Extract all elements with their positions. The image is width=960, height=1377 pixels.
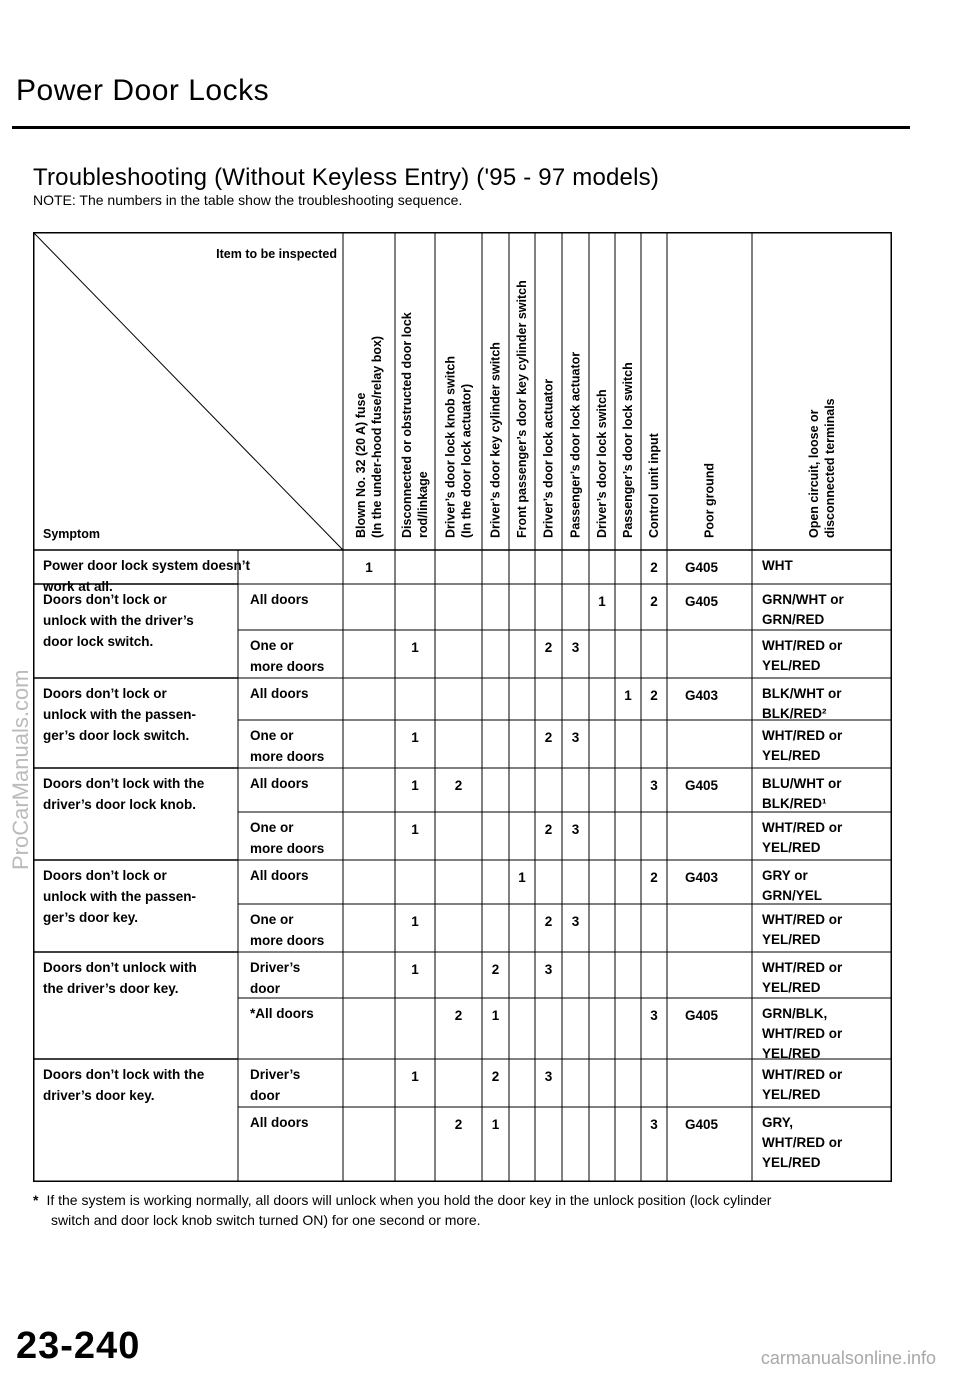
troubleshooting-table [33,232,892,1182]
symptom-text-3: driver’s door lock knob. [43,797,197,812]
wiring-text-4: WHT/RED or [762,728,843,743]
wiring-text-12: WHT/RED or [762,1135,843,1150]
symptom-text-0: work at all. [43,579,113,594]
column-header-11: disconnected terminals [823,398,837,538]
sequence-cell-r5-c10: G405 [684,778,719,793]
column-header-0: Blown No. 32 (20 A) fuse [354,392,368,538]
symptom-text-1: unlock with the driver’s [43,613,194,628]
footnote [33,1190,893,1230]
condition-text-2: more doors [250,659,325,674]
sequence-cell-r3-c9: 2 [650,688,658,703]
symptom-text-4: Doors don’t lock or [43,868,167,883]
symptom-text-6: Doors don’t lock with the [43,1067,205,1082]
sequence-cell-r11-c5: 3 [544,1069,553,1084]
column-header-3: Driver’s door key cylinder switch [488,342,503,538]
sequence-cell-r7-c9: 2 [650,870,658,885]
wiring-text-10: WHT/RED or [762,1026,843,1041]
sequence-cell-r9-c5: 3 [544,962,553,977]
wiring-text-2: YEL/RED [762,658,821,673]
wiring-text-3: BLK/RED² [762,706,827,721]
sequence-cell-r8-c1: 1 [411,914,419,929]
symptom-text-2: Doors don’t lock or [43,686,167,701]
condition-text-8: more doors [250,933,325,948]
column-header-9: Control unit input [647,433,661,538]
column-header-10: Poor ground [702,463,717,538]
sequence-cell-r10-c2: 2 [454,1008,463,1023]
column-header-2: (In the door lock actuator) [459,383,474,538]
column-header-1: Disconnected or obstructed door lock [400,312,414,538]
wiring-text-11: WHT/RED or [762,1067,843,1082]
symptom-text-1: door lock switch. [43,634,154,649]
wiring-text-5: BLK/RED¹ [762,796,827,811]
condition-text-9: door [250,981,280,996]
condition-text-12: All doors [250,1115,309,1130]
wiring-text-7: GRN/YEL [762,888,823,903]
symptom-text-1: Doors don’t lock or [43,592,167,607]
wiring-text-9: WHT/RED or [762,960,843,975]
sequence-cell-r0-c0: 1 [365,560,373,575]
footnote-marker: * [33,1192,39,1208]
sequence-cell-r2-c6: 3 [571,640,580,655]
wiring-text-1: GRN/WHT or [762,592,844,607]
title-rule [12,126,910,129]
sequence-cell-r12-c10: G405 [684,1117,719,1132]
column-header-8: Passenger’s door lock switch [621,362,635,538]
symptom-text-4: ger’s door key. [43,910,139,925]
wiring-text-2: WHT/RED or [762,638,843,653]
symptom-text-5: the driver’s door key. [43,981,179,996]
sequence-cell-r1-c9: 2 [650,594,658,609]
wiring-text-5: BLU/WHT or [762,776,842,791]
condition-text-1: All doors [250,592,309,607]
sequence-cell-r11-c1: 1 [411,1069,419,1084]
watermark-bottom: carmanualsonline.info [760,1348,936,1368]
condition-text-11: door [250,1088,280,1103]
column-header-0: (In the under-hood fuse/relay box) [370,335,384,538]
condition-text-5: All doors [250,776,309,791]
symptom-text-0: Power door lock system doesn’t [43,558,251,573]
condition-text-6: more doors [250,841,325,856]
wiring-text-0: WHT [762,558,793,573]
wiring-text-11: YEL/RED [762,1087,821,1102]
sequence-cell-r2-c1: 1 [411,640,419,655]
sequence-cell-r0-c9: 2 [650,560,658,575]
sequence-cell-r6-c5: 2 [544,822,553,837]
sequence-cell-r1-c10: G405 [684,594,719,609]
corner-diagonal [33,232,343,550]
column-header-1: rod/linkage [416,471,430,538]
sequence-cell-r9-c1: 1 [411,962,419,977]
condition-text-8: One or [250,912,294,927]
sequence-cell-r9-c3: 2 [491,962,500,977]
corner-item-label: Item to be inspected [216,247,337,261]
sequence-cell-r11-c3: 2 [491,1069,500,1084]
sequence-cell-r0-c10: G405 [684,560,719,575]
sequence-cell-r12-c2: 2 [454,1117,463,1132]
column-header-5: Driver’s door lock actuator [541,378,556,538]
sequence-cell-r6-c6: 3 [571,822,580,837]
sequence-cell-r12-c3: 1 [491,1117,500,1132]
symptom-text-4: unlock with the passen- [43,889,197,904]
condition-text-11: Driver’s [250,1067,301,1082]
watermark-side: ProCarManuals.com [8,669,33,870]
sequence-cell-r7-c10: G403 [684,870,719,885]
wiring-text-8: YEL/RED [762,932,821,947]
sequence-cell-r4-c6: 3 [571,730,580,745]
condition-text-10: *All doors [250,1006,314,1021]
troubleshooting-grid [33,232,892,1182]
wiring-text-3: BLK/WHT or [762,686,842,701]
sequence-cell-r7-c4: 1 [518,870,526,885]
wiring-text-10: GRN/BLK, [762,1006,828,1021]
sequence-cell-r8-c6: 3 [571,914,580,929]
wiring-text-8: WHT/RED or [762,912,843,927]
sequence-cell-r5-c9: 3 [650,778,658,793]
condition-text-9: Driver’s [250,960,301,975]
symptom-text-3: Doors don’t lock with the [43,776,205,791]
wiring-text-10: YEL/RED [762,1046,821,1061]
sequence-cell-r3-c10: G403 [684,688,719,703]
column-header-7: Driver’s door lock switch [595,389,609,538]
condition-text-3: All doors [250,686,309,701]
sequence-cell-r4-c5: 2 [544,730,553,745]
footnote-line-1: If the system is working normally, all doors will unlock when you hold the door key in the unlock position (lock cylinder [46,1192,772,1208]
symptom-text-2: ger’s door lock switch. [43,728,190,743]
wiring-text-12: GRY, [762,1115,794,1130]
section-subtitle: Troubleshooting (Without Keyless Entry) ('95 - 97 models) [33,164,660,191]
wiring-text-4: YEL/RED [762,748,821,763]
sequence-cell-r10-c3: 1 [491,1008,500,1023]
wiring-text-1: GRN/RED [762,612,825,627]
column-header-11: Open circuit, loose or [807,409,821,538]
sequence-cell-r10-c10: G405 [684,1008,719,1023]
symptom-text-6: driver’s door key. [43,1088,155,1103]
sequence-cell-r5-c1: 1 [411,778,419,793]
condition-text-4: more doors [250,749,325,764]
sequence-cell-r4-c1: 1 [411,730,419,745]
wiring-text-7: GRY or [762,868,808,883]
table-note: NOTE: The numbers in the table show the troubleshooting sequence. [33,192,463,208]
sequence-cell-r3-c8: 1 [624,688,632,703]
sequence-cell-r1-c7: 1 [598,594,606,609]
column-header-4: Front passenger’s door key cylinder switch [515,280,529,538]
condition-text-2: One or [250,638,294,653]
symptom-text-2: unlock with the passen- [43,707,197,722]
condition-text-4: One or [250,728,294,743]
sequence-cell-r10-c9: 3 [650,1008,658,1023]
sequence-cell-r12-c9: 3 [650,1117,658,1132]
corner-symptom-label: Symptom [43,527,100,541]
column-header-6: Passenger’s door lock actuator [568,351,583,538]
sequence-cell-r6-c1: 1 [411,822,419,837]
sequence-cell-r2-c5: 2 [544,640,553,655]
page-number: 23-240 [16,1325,141,1367]
wiring-text-6: WHT/RED or [762,820,843,835]
symptom-text-5: Doors don’t unlock with [43,960,197,975]
column-header-2: Driver’s door lock knob switch [443,356,458,538]
condition-text-7: All doors [250,868,309,883]
sequence-cell-r5-c2: 2 [454,778,463,793]
footnote-line-2: switch and door lock knob switch turned ON) for one second or more. [51,1212,481,1228]
sequence-cell-r8-c5: 2 [544,914,553,929]
wiring-text-6: YEL/RED [762,840,821,855]
wiring-text-12: YEL/RED [762,1155,821,1170]
wiring-text-9: YEL/RED [762,980,821,995]
page-title: Power Door Locks [16,74,270,107]
condition-text-6: One or [250,820,294,835]
